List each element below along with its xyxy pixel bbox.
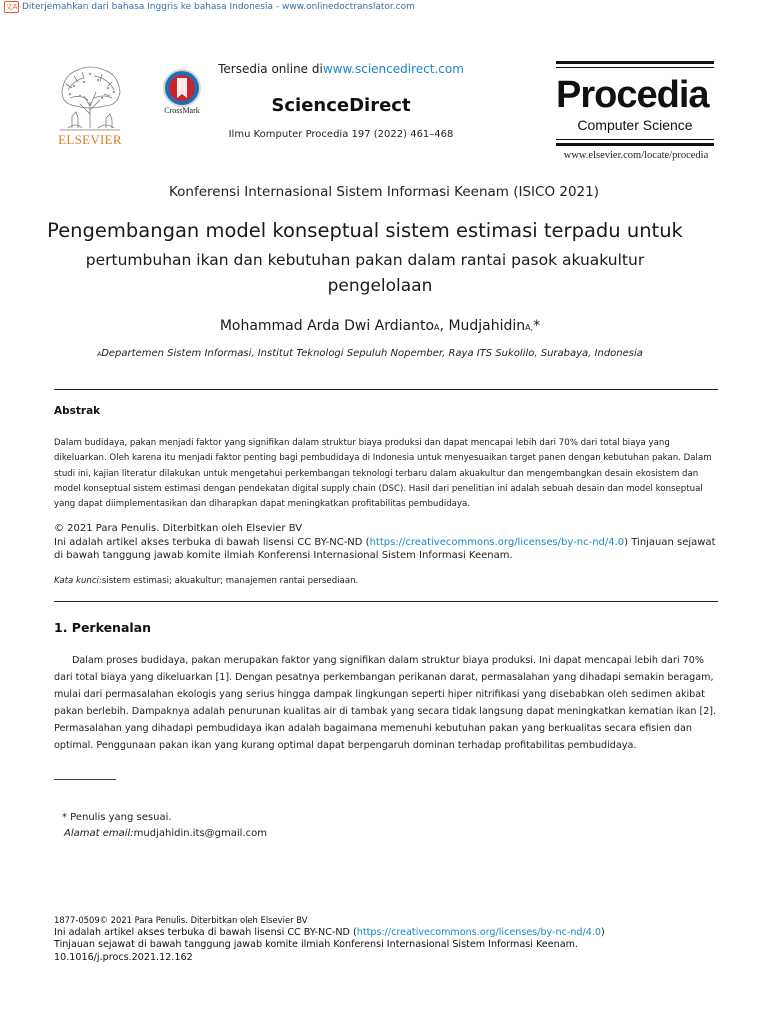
crossmark-label: CrossMark	[164, 106, 200, 115]
author-affiliation-mark: A,	[525, 323, 534, 332]
procedia-bottom-thin-bar	[556, 139, 714, 140]
affiliation-mark: A	[97, 351, 102, 358]
procedia-logo	[556, 61, 714, 147]
procedia-bottom-bar	[556, 143, 714, 146]
footnote-email	[64, 828, 267, 839]
section-heading: 1. Perkenalan	[54, 620, 152, 635]
author-affiliation-mark: A	[434, 323, 440, 332]
paper-title-line-2: pertumbuhan ikan dan kebutuhan pakan dalam rantai pasok akuakultur	[85, 251, 645, 269]
footer-license-suffix: )	[601, 926, 605, 938]
procedia-subtitle: Computer Science	[577, 117, 693, 133]
license-suffix: ) Tinjauan sejawat di bawah tanggung jawab komite ilmiah Konferensi Internasional Sistem Informasi Keenam.	[54, 536, 716, 562]
author-list	[0, 318, 760, 334]
author-name: Mudjahidin	[448, 318, 526, 334]
keywords-text: sistem estimasi; akuakultur; manajemen rantai persediaan.	[101, 576, 359, 586]
paper-title-line-3: pengelolaan	[327, 276, 433, 296]
introduction-text: Dalam proses budidaya, pakan merupakan faktor yang signifikan dalam struktur biaya produksi. Ini dapat mencapai lebih dari 70% dari total biaya yang dikeluarkan [1]. Dengan pesatnya perkembangan perikanan darat, permasalahan yang dihadapi semakin beragam, mulai dari permasalahan ekologis yang serius hingga dampak lingkungan seperti hiper nitrifikasi yang disebabkan oleh sedimen akibat pakan berlebih. Dampaknya adalah penurunan kualitas air di tambak yang secara tidak langsung dapat meningkatkan kematian ikan [2]. Permasalahan yang dihadapi pembudidaya ikan adalah bagaimana memenuhi kebutuhan pakan yang berkualitas secara efisien dan optimal. Penggunaan pakan ikan yang kurang optimal dapat berpengaruh dominan terhadap profitabilitas pembudidaya.	[54, 655, 717, 751]
license-link[interactable]: https://creativecommons.org/licenses/by-nc-nd/4.0	[369, 536, 625, 548]
author-name: Mohammad Arda Dwi Ardianto	[219, 318, 435, 334]
elsevier-wordmark: ELSEVIER	[58, 132, 122, 147]
copyright-line: © 2021 Para Penulis. Diterbitkan oleh Elsevier BV	[54, 523, 303, 534]
abstract-text: Dalam budidaya, pakan menjadi faktor yang signifikan dalam struktur biaya produksi dan dapat mencapai lebih dari 70% dari total biaya yang dikeluarkan. Oleh karena itu menjadi faktor penting bagi pembudidaya di Indonesia untuk menyesuaikan target panen dengan kebutuhan pakan. Dalam studi ini, kajian literatur dilakukan untuk mengetahui perkembangan teknologi terbaru dalam akuakultur dan mengembangkan desain ekosistem dan model konseptual sistem estimasi dengan pendekatan digital supply chain (DSC). Hasil dari penelitian ini adalah sebuah desain dan model konseptual yang dapat diimplementasikan dan diharapkan dapat meningkatkan profitabilitas pembudidaya.	[54, 438, 712, 510]
doi[interactable]: 10.1016/j.procs.2021.12.162	[54, 951, 193, 963]
footer-review-line: Tinjauan sejawat di bawah tanggung jawab komite ilmiah Konferensi Internasional Sistem Informasi Keenam.	[54, 939, 578, 951]
copyright-block	[54, 522, 718, 563]
email-label: Alamat email:	[64, 828, 134, 839]
issn-line: 1877-0509© 2021 Para Penulis. Diterbitkan oleh Elsevier BV	[54, 915, 308, 925]
procedia-title: Procedia	[556, 74, 709, 116]
license-line	[54, 536, 718, 563]
affiliation-text: Departemen Sistem Informasi, Institut Teknologi Sepuluh Nopember, Raya ITS Sukolilo, Surabaya, Indonesia	[101, 348, 643, 359]
keywords	[54, 576, 718, 586]
journal-url[interactable]: www.elsevier.com/locate/procedia	[563, 150, 709, 161]
keywords-label: Kata kunci:	[54, 576, 102, 586]
abstract-heading: Abstrak	[54, 405, 101, 417]
procedia-top-bar	[556, 61, 714, 64]
availability-prefix: Tersedia online di	[218, 62, 323, 76]
sciencedirect-link[interactable]: www.sciencedirect.com	[322, 62, 464, 76]
journal-reference: Ilmu Komputer Procedia 197 (2022) 461–468	[228, 129, 454, 140]
conference-name: Konferensi Internasional Sistem Informasi Keenam (ISICO 2021)	[168, 184, 600, 200]
license-prefix: Ini adalah artikel akses terbuka di bawah lisensi CC BY-NC-ND (	[54, 536, 370, 548]
banner-text: Diterjemahkan dari bahasa Inggris ke bahasa Indonesia - www.onlinedoctranslator.com	[22, 1, 415, 12]
email-address[interactable]: mudjahidin.its@gmail.com	[133, 828, 267, 839]
translate-icon: 文A	[5, 2, 18, 11]
author-separator: ,	[439, 318, 449, 334]
page-footer	[54, 914, 718, 964]
affiliation	[0, 348, 740, 359]
corresponding-author-mark: *	[533, 318, 541, 334]
procedia-top-thin-bar	[556, 67, 714, 68]
footnote-corresponding: * Penulis yang sesuai.	[62, 812, 172, 823]
footer-license-prefix: Ini adalah artikel akses terbuka di bawah lisensi CC BY-NC-ND (	[54, 926, 357, 938]
divider	[54, 601, 718, 602]
footnote-divider	[54, 779, 116, 780]
divider	[54, 389, 718, 390]
platform-name: ScienceDirect	[271, 95, 411, 116]
translator-banner[interactable]	[4, 0, 415, 13]
footer-license-link[interactable]: https://creativecommons.org/licenses/by-nc-nd/4.0	[356, 926, 601, 938]
paper-title-line-1: Pengembangan model konseptual sistem estimasi terpadu untuk	[47, 219, 683, 242]
availability-line	[216, 62, 466, 76]
footer-license-line	[54, 927, 718, 940]
